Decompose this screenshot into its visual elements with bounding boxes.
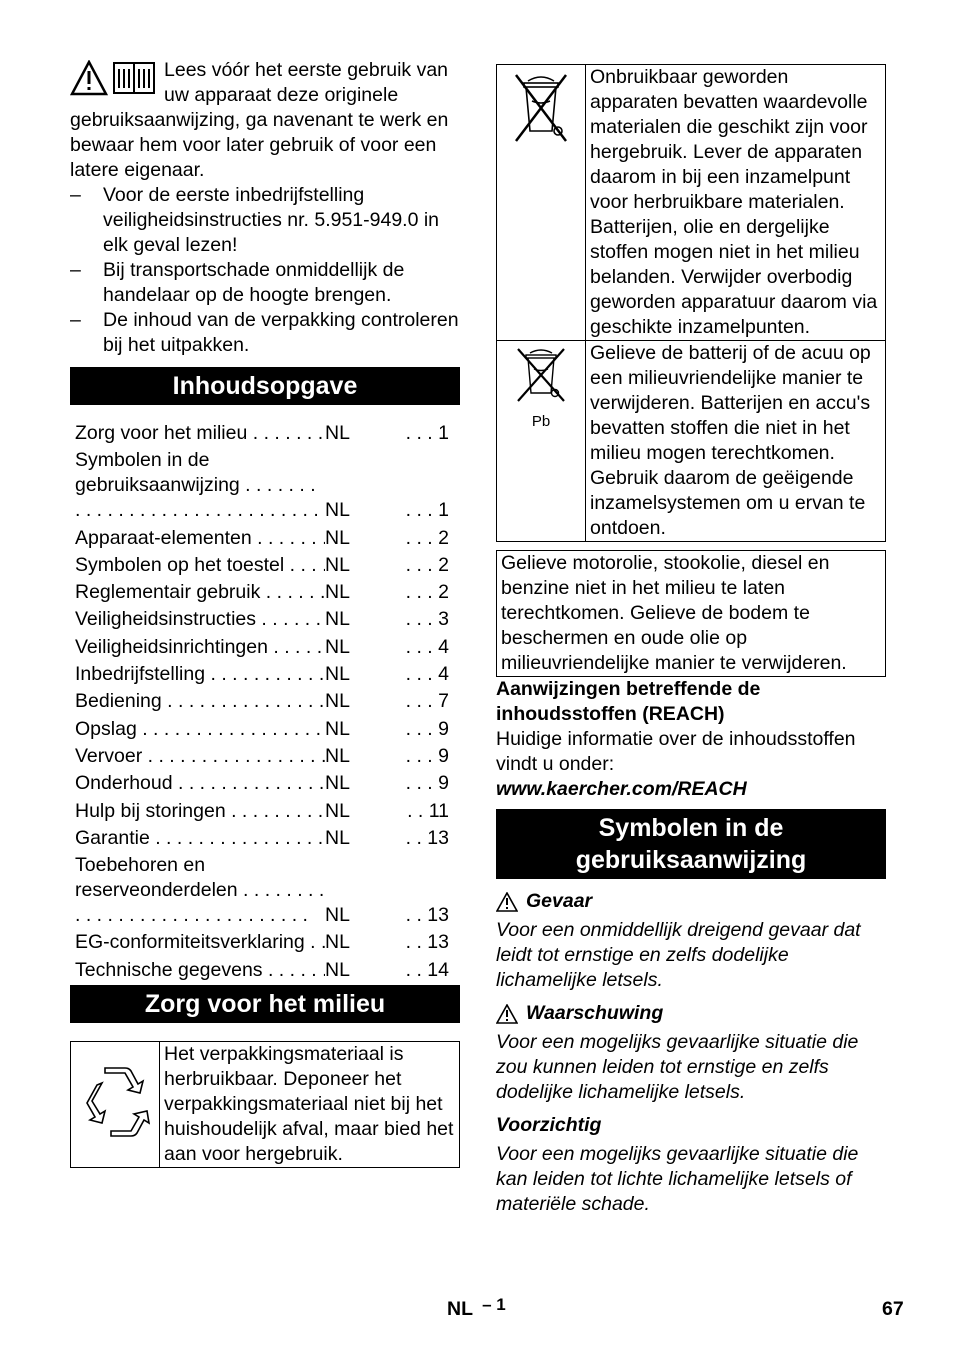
toc-leader-dots: . . . — [405, 499, 439, 522]
symbols-heading: Symbolen in de gebruiksaanwijzing — [496, 809, 886, 879]
warning-heading — [496, 1001, 886, 1026]
toc-row[interactable] — [70, 744, 460, 769]
recycle-icon-cell — [71, 1042, 160, 1168]
toc-leader-dots: . . . — [405, 772, 439, 795]
toc-leader-dots: . . . — [405, 663, 439, 686]
toc-title-text: Symbolen in de gebruiksaanwijzing . . . — [75, 449, 319, 521]
toc-entry-page — [369, 744, 449, 769]
toc-entry-page — [369, 580, 449, 605]
toc-row[interactable] — [70, 771, 460, 796]
battery-text: Gelieve de batterij of de acuu op een milieuvriendelijke manier te verwijderen. Batterijen en accu's bevatten stoffen die niet in het milieu mogen terechtkomen. Gebruik daarom de geëigende inzamelsystemen om u ervan te ontdoen. — [586, 341, 886, 542]
toc-entry-title — [75, 744, 325, 769]
list-item: – Bij transportschade onmiddellijk de handelaar op de hoogte brengen. — [70, 258, 460, 308]
toc-row[interactable] — [70, 853, 460, 928]
toc-row[interactable] — [70, 689, 460, 714]
toc-title-text: Opslag . . . — [75, 718, 325, 740]
toc-leader-dots: . . . — [405, 635, 439, 658]
toc-entry-lang: NL — [325, 422, 350, 444]
toc-entry-page — [369, 717, 449, 742]
list-item: – Voor de eerste inbedrijfstelling veiligheidsinstructies nr. 5.951-949.0 in elk geval lezen! — [70, 183, 460, 258]
caution-heading — [496, 1113, 886, 1138]
danger-text: Voor een onmiddellijk dreigend gevaar dat leidt tot ernstige en zelfs dodelijke lichamelijke letsels. — [496, 919, 861, 991]
toc-entry-title — [75, 607, 325, 632]
toc-entry-lang: NL — [325, 958, 350, 981]
toc-entry-title — [75, 799, 325, 824]
battery-pb-label: Pb — [531, 413, 551, 430]
toc-page-number: 4 — [438, 635, 449, 658]
reach-heading: Aanwijzingen betreffende de inhoudsstoffen (REACH) — [496, 678, 761, 725]
toc-entry-page — [369, 958, 449, 983]
footer-page-number: 67 — [882, 1298, 904, 1320]
toc-row[interactable] — [70, 553, 460, 578]
toc-title-text: Apparaat-elementen . . . — [75, 527, 325, 549]
toc-leader-dots: . . — [405, 826, 428, 849]
toc-page-number: 13 — [427, 931, 449, 954]
toc-leader-dots: . . . — [405, 608, 439, 631]
toc-title-text: Garantie . . . — [75, 827, 325, 849]
toc-page-number: 7 — [438, 690, 449, 713]
toc-title-text: Symbolen op het toestel . . . — [75, 554, 325, 576]
toc-entry-lang: NL — [325, 826, 350, 849]
crossed-bin-icon — [506, 69, 576, 147]
toc-entry-page — [369, 930, 449, 955]
toc-title-text: Hulp bij storingen . . . — [75, 800, 325, 822]
intro-bullet-list — [70, 183, 460, 358]
toc-entry-page — [369, 635, 449, 660]
toc-page-number: 13 — [427, 904, 449, 927]
battery-icon-cell — [497, 341, 586, 542]
packaging-text: Het verpakkingsmateriaal is herbruikbaar. Deponeer het verpakkingsmateriaal niet bij het huishoudelijk afval, maar bied het aan voor hergebruik. — [160, 1042, 460, 1168]
intro-section — [70, 58, 460, 358]
toc-entry-title — [75, 662, 325, 687]
toc-page-number: 14 — [427, 958, 449, 981]
toc-entry-lang: NL — [325, 635, 350, 658]
warning-triangle-icon — [70, 60, 108, 96]
caution-text: Voor een mogelijks gevaarlijke situatie die kan leiden tot lichte lichamelijke letsels of materiële schade. — [496, 1143, 859, 1215]
toc-page-number: 4 — [438, 663, 449, 686]
toc-leader-dots: . . — [405, 904, 428, 927]
toc-entry-page — [369, 903, 449, 928]
toc-page-number: 1 — [438, 499, 449, 522]
environment-heading: Zorg voor het milieu — [70, 985, 460, 1023]
toc-entry-page — [369, 553, 449, 578]
toc-leader-dots: . . . — [405, 690, 439, 713]
packaging-table — [70, 1041, 460, 1168]
toc-entry-page — [369, 607, 449, 632]
toc-title-text: Veiligheidsinstructies . . . — [75, 608, 325, 630]
toc-title-text: Technische gegevens . . . — [75, 959, 325, 981]
toc-row[interactable] — [70, 717, 460, 742]
danger-heading — [496, 889, 886, 914]
toc-leader-dots: . . . — [405, 553, 439, 576]
toc-entry-title — [75, 526, 325, 551]
toc-entry-lang: NL — [325, 772, 350, 795]
warning-title: Waarschuwing — [526, 1002, 664, 1024]
toc-entry-title — [75, 771, 325, 796]
toc-title-text: Inbedrijfstelling . . . — [75, 663, 325, 685]
toc-entry-title — [75, 958, 325, 983]
toc-page-number: 1 — [438, 422, 449, 444]
toc-leader-dots: . . . — [405, 422, 439, 444]
bin-icon-cell — [497, 65, 586, 341]
toc-entry-page — [369, 498, 449, 523]
toc-title-text: Bediening . . . — [75, 690, 325, 712]
recycle-icon — [77, 1063, 153, 1139]
warning-text: Voor een mogelijks gevaarlijke situatie die zou kunnen leiden tot ernstige en zelfs dodelijke lichamelijke letsels. — [496, 1031, 859, 1103]
footer-section-page: – 1 — [482, 1295, 506, 1314]
toc-entry-title — [75, 421, 325, 446]
toc-title-text: Zorg voor het milieu . . . — [75, 422, 325, 444]
toc-page-number: 13 — [427, 826, 449, 849]
toc-page-number: 2 — [438, 553, 449, 576]
toc-entry-lang: NL — [325, 581, 350, 604]
toc-entry-lang: NL — [325, 744, 350, 767]
intro-icons — [70, 60, 156, 96]
toc-leader-dots: . . . — [405, 744, 439, 767]
toc-leader-dots: . . . — [405, 581, 439, 604]
toc-entry-lang: NL — [325, 717, 350, 740]
toc-row[interactable] — [70, 635, 460, 660]
left-column — [70, 58, 460, 1168]
toc-row[interactable] — [70, 580, 460, 605]
toc-row[interactable] — [70, 958, 460, 983]
toc-heading: Inhoudsopgave — [70, 367, 460, 405]
toc-entry-lang: NL — [325, 526, 350, 549]
toc-title-text: Toebehoren en reserveonderdelen . . . — [75, 854, 324, 926]
toc-entry-lang: NL — [325, 690, 350, 713]
toc-entry-lang: NL — [325, 931, 350, 954]
toc-row[interactable] — [70, 799, 460, 824]
toc-entry-title — [75, 553, 325, 578]
toc-page-number: 9 — [438, 717, 449, 740]
warning-triangle-icon — [496, 892, 518, 912]
list-item: – De inhoud van de verpakking controleren bij het uitpakken. — [70, 308, 460, 358]
toc-title-text: Veiligheidsinrichtingen . . . — [75, 636, 325, 658]
toc-row[interactable] — [70, 826, 460, 851]
warning-triangle-icon — [496, 1004, 518, 1024]
reach-url-link[interactable]: www.kaercher.com/REACH — [496, 778, 747, 800]
toc-entry-lang: NL — [325, 799, 350, 822]
right-column — [496, 64, 886, 1217]
toc-leader-dots: . . . — [405, 526, 439, 549]
footer-lang: NL — [447, 1298, 473, 1320]
toc-entry-title — [75, 580, 325, 605]
toc-entry-title — [75, 635, 325, 660]
toc-page-number: 3 — [438, 608, 449, 631]
toc-entry-lang: NL — [325, 608, 350, 631]
toc-leader-dots: . . — [407, 799, 429, 822]
crossed-bin-battery-icon — [506, 345, 576, 407]
toc-page-number: 2 — [438, 581, 449, 604]
toc-entry-title — [75, 717, 325, 742]
toc-page-number: 11 — [428, 799, 449, 822]
toc-entry-title — [75, 853, 325, 928]
toc-entry-title — [75, 689, 325, 714]
toc-row[interactable] — [70, 607, 460, 632]
toc-title-text: Reglementair gebruik . . . — [75, 581, 325, 603]
oil-notice-box: Gelieve motorolie, stookolie, diesel en benzine niet in het milieu te laten terechtkomen. Gelieve de bodem te beschermen en oude olie op milieuvriendelijke manier te verwijderen. — [496, 550, 886, 677]
toc-leader-dots: . . — [405, 931, 428, 954]
toc-page-number: 9 — [438, 744, 449, 767]
toc-entry-page — [369, 526, 449, 551]
toc-row[interactable] — [70, 526, 460, 551]
footer-section — [447, 1297, 506, 1322]
intro-text: Lees vóór het eerste gebruik van uw apparaat deze originele gebruiksaanwijzing, ga navenant te werk en bewaar hem voor later gebruik of voor een latere eigenaar. — [70, 59, 449, 181]
toc-row[interactable] — [70, 662, 460, 687]
toc-entry-page — [369, 689, 449, 714]
toc-entry-lang: NL — [325, 553, 350, 576]
toc-page-number: 9 — [438, 772, 449, 795]
toc-entry-page — [369, 826, 449, 851]
toc-row[interactable] — [70, 930, 460, 955]
toc-entry-title — [75, 826, 325, 851]
toc-entry-lang: NL — [325, 499, 350, 522]
danger-title: Gevaar — [526, 890, 593, 912]
toc-row[interactable] — [70, 448, 460, 523]
toc-page-number: 2 — [438, 526, 449, 549]
toc-entry-page — [369, 771, 449, 796]
table-of-contents — [70, 421, 460, 983]
toc-leader-dots: . . — [405, 958, 428, 981]
manual-book-icon — [112, 60, 156, 96]
devices-text: Onbruikbaar geworden apparaten bevatten waardevolle materialen die geschikt zijn voor hergebruik. Lever de apparaten daarom in bij een inzamelpunt voor herbruikbare materialen. Batterijen, olie en dergelijke stoffen mogen niet in het milieu belanden. Verwijder overbodig geworden apparatuur daarom via geschikte inzamelpunten. — [586, 65, 886, 341]
toc-entry-title — [75, 448, 325, 523]
toc-entry-page — [369, 662, 449, 687]
disposal-table — [496, 64, 886, 542]
caution-title: Voorzichtig — [496, 1114, 602, 1136]
toc-entry-lang: NL — [325, 904, 350, 927]
toc-title-text: EG-conformiteitsverklaring . . . — [75, 931, 325, 953]
toc-title-text: Vervoer . . . — [75, 745, 325, 767]
reach-text: Huidige informatie over de inhoudsstoffen vindt u onder: — [496, 728, 856, 775]
toc-entry-title — [75, 930, 325, 955]
toc-entry-lang: NL — [325, 663, 350, 686]
toc-entry-page — [369, 799, 449, 824]
toc-title-text: Onderhoud . . . — [75, 772, 325, 794]
toc-row[interactable] — [70, 421, 460, 446]
toc-leader-dots: . . . — [405, 717, 439, 740]
toc-entry-page — [369, 421, 449, 446]
